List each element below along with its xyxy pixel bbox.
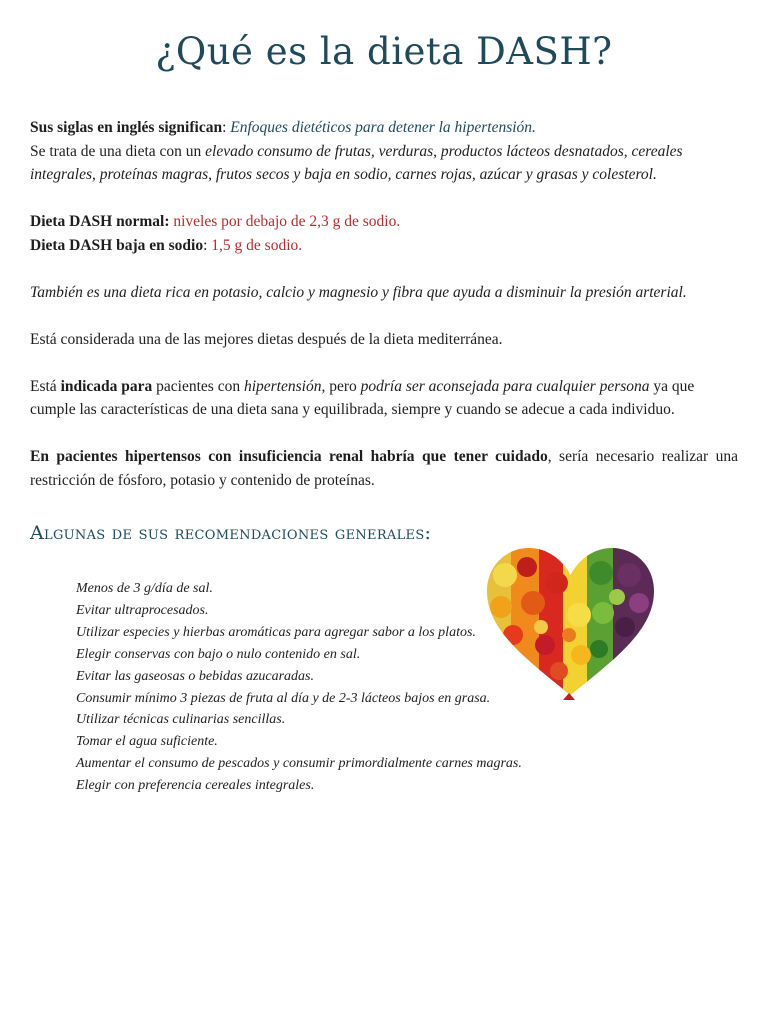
- low-sodium-value: 1,5 g de sodio.: [207, 236, 303, 254]
- renal-warning: En pacientes hipertensos con insuficiencia renal habría que tener cuidado: [30, 448, 548, 465]
- section-heading: Algunas de sus recomendaciones generales:: [30, 522, 432, 544]
- list-item: Consumir mínimo 3 piezas de fruta al día y de 2-3 lácteos bajos en grasa.: [76, 690, 491, 706]
- diet-description: Se trata de una dieta con un: [30, 142, 206, 160]
- list-item: Aumentar el consumo de pescados y consumir primordialmente carnes magras.: [76, 756, 522, 772]
- list-item: Menos de 3 g/día de sal.: [76, 581, 213, 596]
- indicated-anyone: podría ser aconsejada para cualquier persona: [360, 377, 650, 395]
- list-item: Elegir conservas con bajo o nulo contenido en sal.: [76, 646, 361, 662]
- considered-paragraph: Está considerada una de las mejores dietas después de la dieta mediterránea.: [30, 330, 503, 348]
- indicated-hypertension: hipertensión: [243, 377, 322, 395]
- list-item: Tomar el agua suficiente.: [76, 734, 218, 750]
- list-item: Utilizar técnicas culinarias sencillas.: [76, 712, 286, 728]
- list-item: Evitar las gaseosas o bebidas azucaradas.: [76, 668, 314, 684]
- renal-paragraph: [30, 445, 738, 492]
- acronym-separator: :: [222, 119, 231, 136]
- rich-in-paragraph: [30, 281, 738, 305]
- renal-text: , sería necesario realizar una restricción de fósforo, potasio y contenido de proteínas.: [30, 448, 738, 489]
- fruit-vegetable-heart-image: [483, 545, 658, 700]
- rich-in-text: También es una dieta rica en potasio, calcio y magnesio y fibra que ayuda a disminuir la presión arterial.: [30, 283, 687, 301]
- indicated-text-2: pacientes con: [152, 377, 244, 395]
- page-title: ¿Qué es la dieta DASH?: [155, 30, 613, 73]
- list-item: Evitar ultraprocesados.: [76, 602, 209, 618]
- diet-description-emphasis: elevado consumo de frutas, verduras, productos lácteos desnatados, cereales integrales, proteínas magras, frutos secos y baja en sodio, carnes rojas, azúcar y grasas y colesterol.: [30, 142, 683, 183]
- list-item: Elegir con preferencia cereales integrales.: [76, 778, 315, 794]
- indicated-paragraph: [30, 375, 738, 422]
- indicated-text-4: ya que cumple las características de una dieta sana y equilibrada, siempre y cuando se adecue a cada individuo.: [30, 377, 695, 418]
- recommendations-list: [76, 578, 546, 797]
- list-item: Utilizar especies y hierbas aromáticas para agregar sabor a los platos.: [76, 624, 476, 640]
- indicated-text-1: Está: [30, 377, 61, 395]
- document-body: [30, 116, 738, 516]
- normal-dash-label: Dieta DASH normal:: [30, 213, 170, 230]
- acronym-meaning: Enfoques dietéticos para detener la hipertensión.: [230, 119, 536, 136]
- sodium-levels: [30, 210, 738, 257]
- indicated-bold: indicada para: [60, 377, 153, 395]
- low-sodium-separator: :: [203, 236, 208, 254]
- normal-dash-value: niveles por debajo de 2,3 g de sodio.: [169, 213, 401, 230]
- indicated-text-3: , pero: [321, 377, 361, 395]
- acronym-label: Sus siglas en inglés significan: [30, 119, 223, 136]
- low-sodium-label: Dieta DASH baja en sodio: [30, 236, 204, 254]
- intro-paragraph: [30, 116, 738, 187]
